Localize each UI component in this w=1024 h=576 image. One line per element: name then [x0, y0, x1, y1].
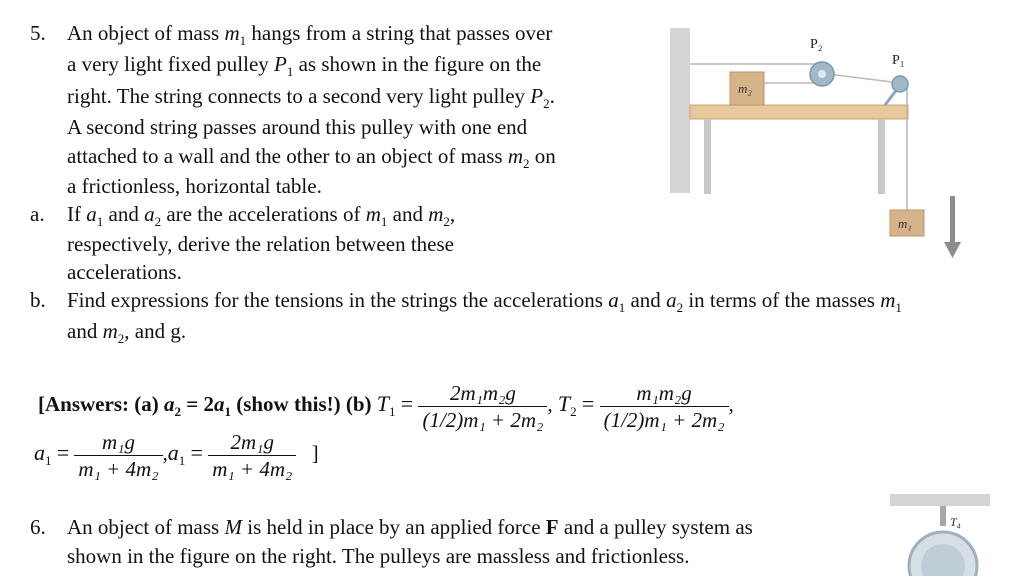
- equals: =: [56, 440, 70, 465]
- text: and: [630, 288, 661, 312]
- equals: =: [400, 391, 414, 416]
- text: and: [392, 202, 423, 226]
- sub: 1: [618, 300, 626, 315]
- table-leg-left: [704, 119, 711, 194]
- a1-fraction-1: [74, 429, 162, 482]
- text: An object of mass: [67, 21, 220, 45]
- pulley-p1: [892, 76, 908, 92]
- sub: 2: [117, 331, 125, 346]
- part-b-line-1: [67, 286, 902, 314]
- t1-denominator: (1/2)m₁ + 2m₂: [418, 406, 547, 433]
- var-m: m: [224, 21, 240, 45]
- t2-fraction: [600, 380, 729, 433]
- a1-numerator: m₁g: [101, 429, 135, 454]
- text: in terms of the masses: [688, 288, 875, 312]
- part-a-line-2: respectively, derive the relation between these: [67, 232, 454, 256]
- text: [Answers: (a): [38, 392, 159, 416]
- a1-denominator: m₁ + 4m₂: [74, 455, 162, 482]
- sub: 1: [45, 453, 52, 468]
- problem-5-line-6: a frictionless, horizontal table.: [67, 174, 322, 198]
- var-a: a: [34, 440, 45, 465]
- text: attached to a wall and the other to an object of mass: [67, 144, 503, 168]
- sub: 2: [543, 96, 550, 111]
- problem-6-number: 6.: [30, 515, 46, 539]
- table-leg-right: [878, 119, 885, 194]
- pulley-p2-label: P₂: [810, 37, 823, 52]
- text: , and g.: [124, 319, 187, 343]
- problem-5-line-1: [67, 19, 552, 47]
- text: hangs from a string that passes over: [251, 21, 553, 45]
- var-P: P: [530, 84, 544, 108]
- wall: [670, 28, 690, 193]
- part-b-line-2: [67, 317, 186, 345]
- problem-5-line-4: A second string passes around this pulley with one end: [67, 115, 528, 139]
- var-a: a: [213, 392, 225, 416]
- text: a very light fixed pulley: [67, 52, 269, 76]
- problem-6-line-1: [67, 513, 753, 541]
- a1-denominator: m₁ + 4m₂: [208, 455, 296, 482]
- part-a-line-1: [67, 200, 455, 228]
- text: An object of mass: [67, 515, 220, 539]
- pulley-figure-2: [882, 494, 1002, 576]
- var-m: m: [102, 319, 118, 343]
- var-a: a: [666, 288, 677, 312]
- a1-numerator: 2m₁g: [230, 429, 274, 454]
- var-m: m: [428, 202, 444, 226]
- ceiling-bracket: [940, 506, 946, 526]
- t1-fraction: [418, 380, 547, 433]
- down-arrow-icon: [944, 242, 961, 258]
- arrow-shaft: [950, 196, 955, 244]
- answers-line-2: [34, 426, 319, 482]
- text: If: [67, 202, 81, 226]
- var-a: a: [86, 202, 97, 226]
- sub: 1: [239, 33, 247, 48]
- ceiling: [890, 494, 990, 506]
- text: (show this!) (b): [236, 392, 372, 416]
- t1-numerator: 2m₁m₂g: [449, 380, 516, 405]
- equals: =: [581, 391, 595, 416]
- var-a: a: [167, 440, 179, 465]
- block-m2-label: m₂: [738, 81, 752, 96]
- sub: 1: [895, 300, 902, 315]
- text: and: [67, 319, 98, 343]
- sub: 1: [380, 214, 388, 229]
- part-a-line-3: accelerations.: [67, 260, 182, 284]
- tension-t4-label: T₄: [950, 515, 961, 529]
- part-b-label: b.: [30, 288, 46, 312]
- var-F: F: [545, 515, 559, 539]
- sub: 2: [154, 214, 162, 229]
- var-T: T: [557, 391, 571, 416]
- var-m: m: [880, 288, 896, 312]
- answers-line-1: [38, 377, 734, 433]
- sub: 1: [224, 404, 231, 419]
- var-T: T: [376, 391, 390, 416]
- pulley-p1-label: P₁: [892, 53, 905, 68]
- sub: 2: [523, 156, 530, 171]
- text: as shown in the figure on the: [298, 52, 542, 76]
- table-top: [690, 105, 908, 119]
- var-P: P: [274, 52, 287, 76]
- t2-denominator: (1/2)m₁ + 2m₂: [600, 406, 729, 433]
- sub: 1: [389, 404, 396, 419]
- var-m: m: [507, 144, 524, 168]
- problem-5-line-5: [67, 142, 556, 170]
- answers-prefix: [38, 392, 377, 419]
- string-p2-to-p1: [828, 74, 892, 82]
- text: ,: [449, 202, 456, 226]
- problem-5-number: 5.: [30, 21, 46, 45]
- sub: 1: [286, 64, 294, 79]
- text: .: [549, 84, 555, 108]
- text: = 2: [186, 392, 214, 416]
- pulley-p2-hub: [818, 70, 826, 78]
- var-a: a: [144, 202, 155, 226]
- sub: 1: [178, 453, 186, 468]
- problem-6-line-2: shown in the figure on the right. The pulleys are massless and frictionless.: [67, 544, 690, 568]
- text: are the accelerations of: [166, 202, 361, 226]
- sub: 1: [96, 214, 104, 229]
- problem-5-line-3: [67, 82, 555, 110]
- problem-5-line-2: [67, 50, 541, 78]
- part-a-label: a.: [30, 202, 45, 226]
- comma: ,: [162, 441, 168, 465]
- var-a: a: [608, 288, 619, 312]
- equals: =: [190, 440, 203, 465]
- sub: 2: [443, 214, 450, 229]
- sub: 2: [570, 404, 577, 419]
- text: and: [108, 202, 139, 226]
- text: Find expressions for the tensions in the strings the accelerations: [67, 288, 603, 312]
- text: is held in place by an applied force: [247, 515, 541, 539]
- var-a: a: [163, 392, 175, 416]
- sub: 2: [676, 300, 684, 315]
- sub: 2: [174, 404, 181, 419]
- text: and a pulley system as: [563, 515, 753, 539]
- pulley-figure: [660, 20, 980, 270]
- text: right. The string connects to a second very light pulley: [67, 84, 526, 108]
- close-bracket: ]: [311, 441, 319, 465]
- t2-numerator: m₁m₂g: [636, 380, 692, 405]
- comma: ,: [728, 392, 734, 416]
- text: on: [534, 144, 556, 168]
- var-M: M: [224, 515, 242, 539]
- block-m1-label: m₁: [898, 216, 912, 231]
- var-m: m: [365, 202, 381, 226]
- comma: ,: [547, 392, 553, 416]
- a1-fraction-2: [208, 429, 296, 482]
